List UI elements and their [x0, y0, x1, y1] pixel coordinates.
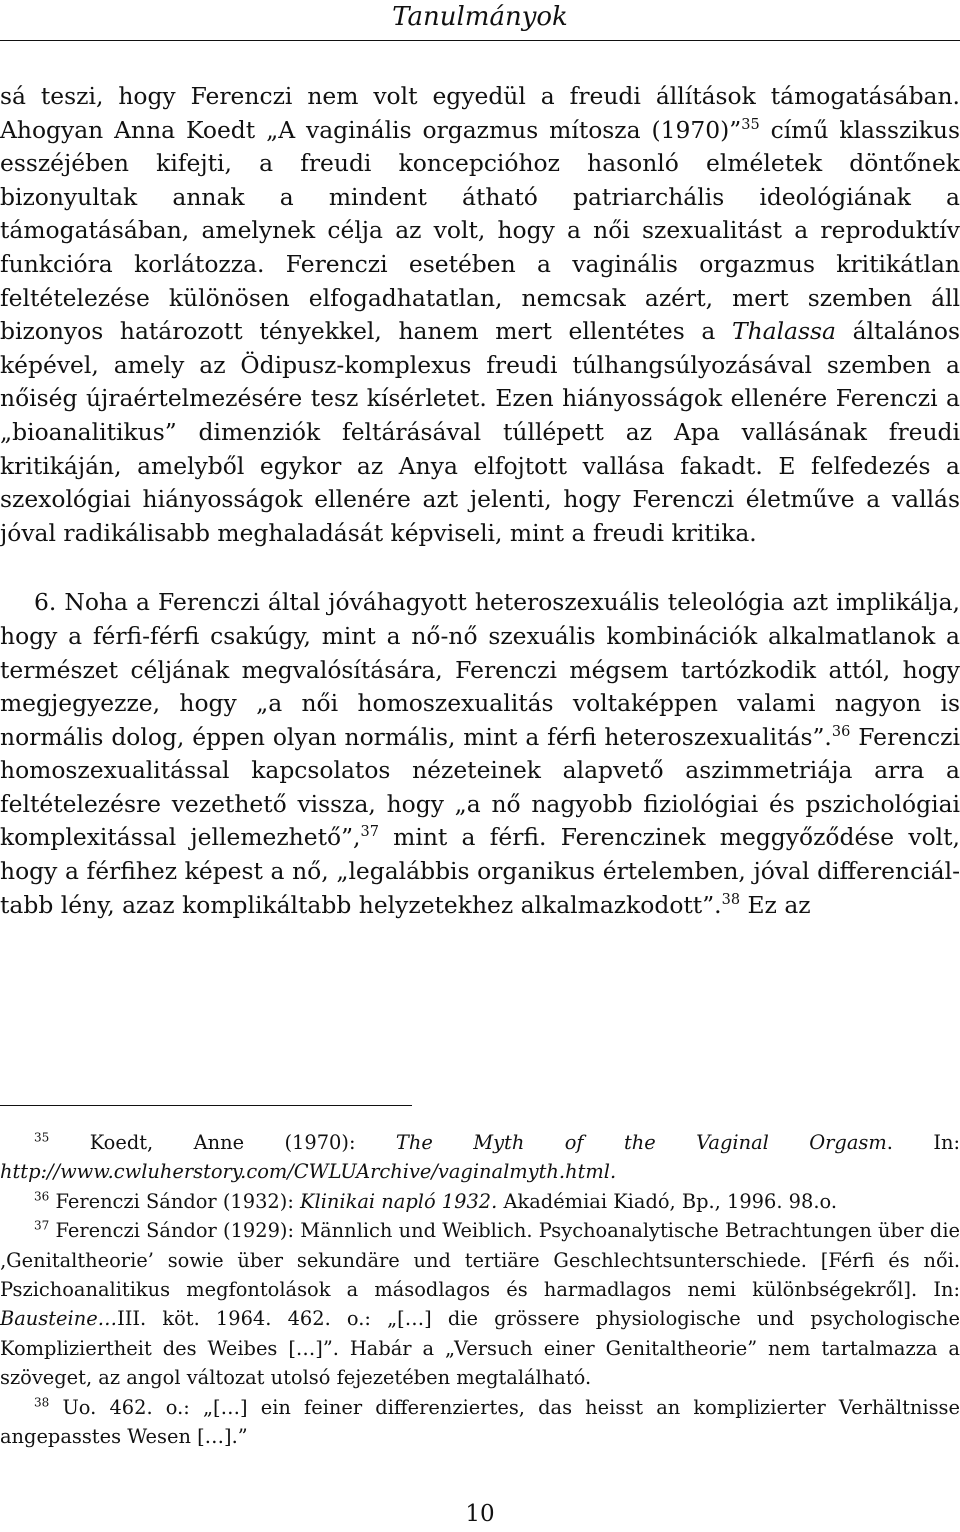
footnote-text: III. köt. 1964. 462. o.: „[…] die grössere physiologische und psychologische Kompliziertheit des Weibes […]”. Habár a „Versuch einer Genitaltheorie” nem tartalmazza a szöveget, az angol változat utolsó fejezetében megtalálható.: [0, 1307, 960, 1390]
footnote-text: . In:: [886, 1131, 960, 1154]
footnote-35: [0, 1128, 960, 1187]
page-number: 10: [465, 1501, 495, 1527]
footnote-ref-36[interactable]: 36: [831, 723, 851, 740]
footnote-ref-38[interactable]: 38: [721, 891, 741, 908]
footnote-ref-35[interactable]: 35: [741, 116, 760, 133]
header-rule: [0, 40, 960, 41]
footnote-text: Akadémiai Kiadó, Bp., 1996. 98.o.: [497, 1189, 838, 1213]
paragraph-2: [0, 586, 960, 922]
footnote-rule: [0, 1105, 412, 1106]
footnote-number: 36: [34, 1189, 50, 1204]
footnote-title: Bausteine…: [0, 1307, 118, 1331]
italic-title-thalassa: Thalassa: [731, 317, 836, 346]
paragraph-1: [0, 80, 960, 550]
footnote-37: [0, 1216, 960, 1392]
paragraph-2-part-1: 6. Noha a Ferenczi által jóváhagyott heteroszexuális teleológia azt implikálja, hogy a férfi-férfi csakúgy, mint a nő-nő szexuális kombinációk alkalmatlanok a természet céljának megvalósítására, Ferenczi mégsem tartózkodik attól, hogy megjegyezze, hogy „a női homoszexualitás voltaképpen valami nagyon is normális dolog, éppen olyan normális, mint a férfi heteroszexualitás”.: [0, 588, 960, 751]
paragraph-1-part-3: általános képével, amely az Ödipusz-komplexus freudi túlhangsúlyozásával szemben a nőiség újraértelmezésére tesz kísérletet. Ezen hiányosságok ellenére Ferenczi a „bioanalitikus” dimenziók feltárásával túllépett az Apa vallásának freudi kritikáján, amelyből egykor az Anya elfojtott vallása fakadt. E felfedezés a szexológiai hiányosságok ellenére azt jelenti, hogy Ferenczi életműve a vallás jóval radikálisabb meghaladását képviseli, mint a freudi kritika.: [0, 317, 960, 547]
footnote-title: Klinikai napló 1932.: [300, 1189, 498, 1213]
footnote-number: 37: [34, 1218, 50, 1233]
footnote-38: [0, 1393, 960, 1452]
footnote-number: 35: [34, 1130, 50, 1145]
paragraph-2-part-2: Ferenczi homoszexualitással kapcsolatos nézeteinek alapvető aszimmetriája arra a feltételezésre vezethető vissza, hogy „a nő nagyobb fiziológiai és pszichológiai komplexitással jellemezhető”,: [0, 722, 960, 852]
running-head: Tanulmányok: [392, 2, 568, 32]
footnote-ref-37[interactable]: 37: [360, 824, 379, 841]
paragraph-2-part-4: Ez az: [740, 890, 811, 919]
paragraph-1-part-2: című klasszikus esszéjében kifejti, a freudi koncepcióhoz hasonló elméletek döntőnek bizonyultak annak a mindent átható patriarchális ideológiának a támogatásában, amelynek célja az volt, hogy a női szexualitást a reproduktív funkcióra korlátozza. Ferenczi esetében a vaginális orgazmus kritikátlan feltételezése különösen elfogadhatatlan, nemcsak azért, mert szemben áll bizonyos határozott tényekkel, hanem mert ellentétes a: [0, 115, 960, 346]
footnote-title: The Myth of the Vaginal Orgasm: [395, 1131, 887, 1154]
footnote-text: Koedt, Anne (1970):: [49, 1131, 396, 1154]
paragraph-1-part-1: sá teszi, hogy Ferenczi nem volt egyedül a freudi állítások támogatásában. Ahogyan Anna Koedt „A vaginális orgazmus mítosza (1970)”: [0, 82, 960, 144]
footnote-text: Ferenczi Sándor (1929): Männlich und Weiblich. Psychoanalytische Betrachtungen über die ‚Genitaltheorie’ sowie über sekundäre und tertiäre Geschlechtsunterschiede. [Férfi és női. Pszichoanalitikus megfontolások a másodlagos és harmadlagos nemi különbségekről]. In:: [0, 1219, 960, 1302]
footnote-number: 38: [34, 1395, 50, 1410]
footnotes: [0, 1128, 960, 1451]
footnote-36: [0, 1187, 960, 1216]
body-text: [0, 80, 960, 922]
footnote-text: Uo. 462. o.: „[…] ein feiner differenziertes, das heisst an komplizierter Verhältnisse angepasstes Wesen […].”: [0, 1395, 960, 1449]
paragraph-2-part-3: mint a férfi. Ferenczinek meggyőződése volt, hogy a férfihez képest a nő, „legalábbis organikus értelemben, jóval differenciáltabb lény, azaz komplikáltabb helyzetekhez alkalmazkodott”.: [0, 823, 960, 919]
footnote-text: Ferenczi Sándor (1932):: [49, 1189, 301, 1213]
footnote-url-link[interactable]: http://www.cwluherstory.com/CWLUArchive/vaginalmyth.html.: [0, 1160, 617, 1184]
